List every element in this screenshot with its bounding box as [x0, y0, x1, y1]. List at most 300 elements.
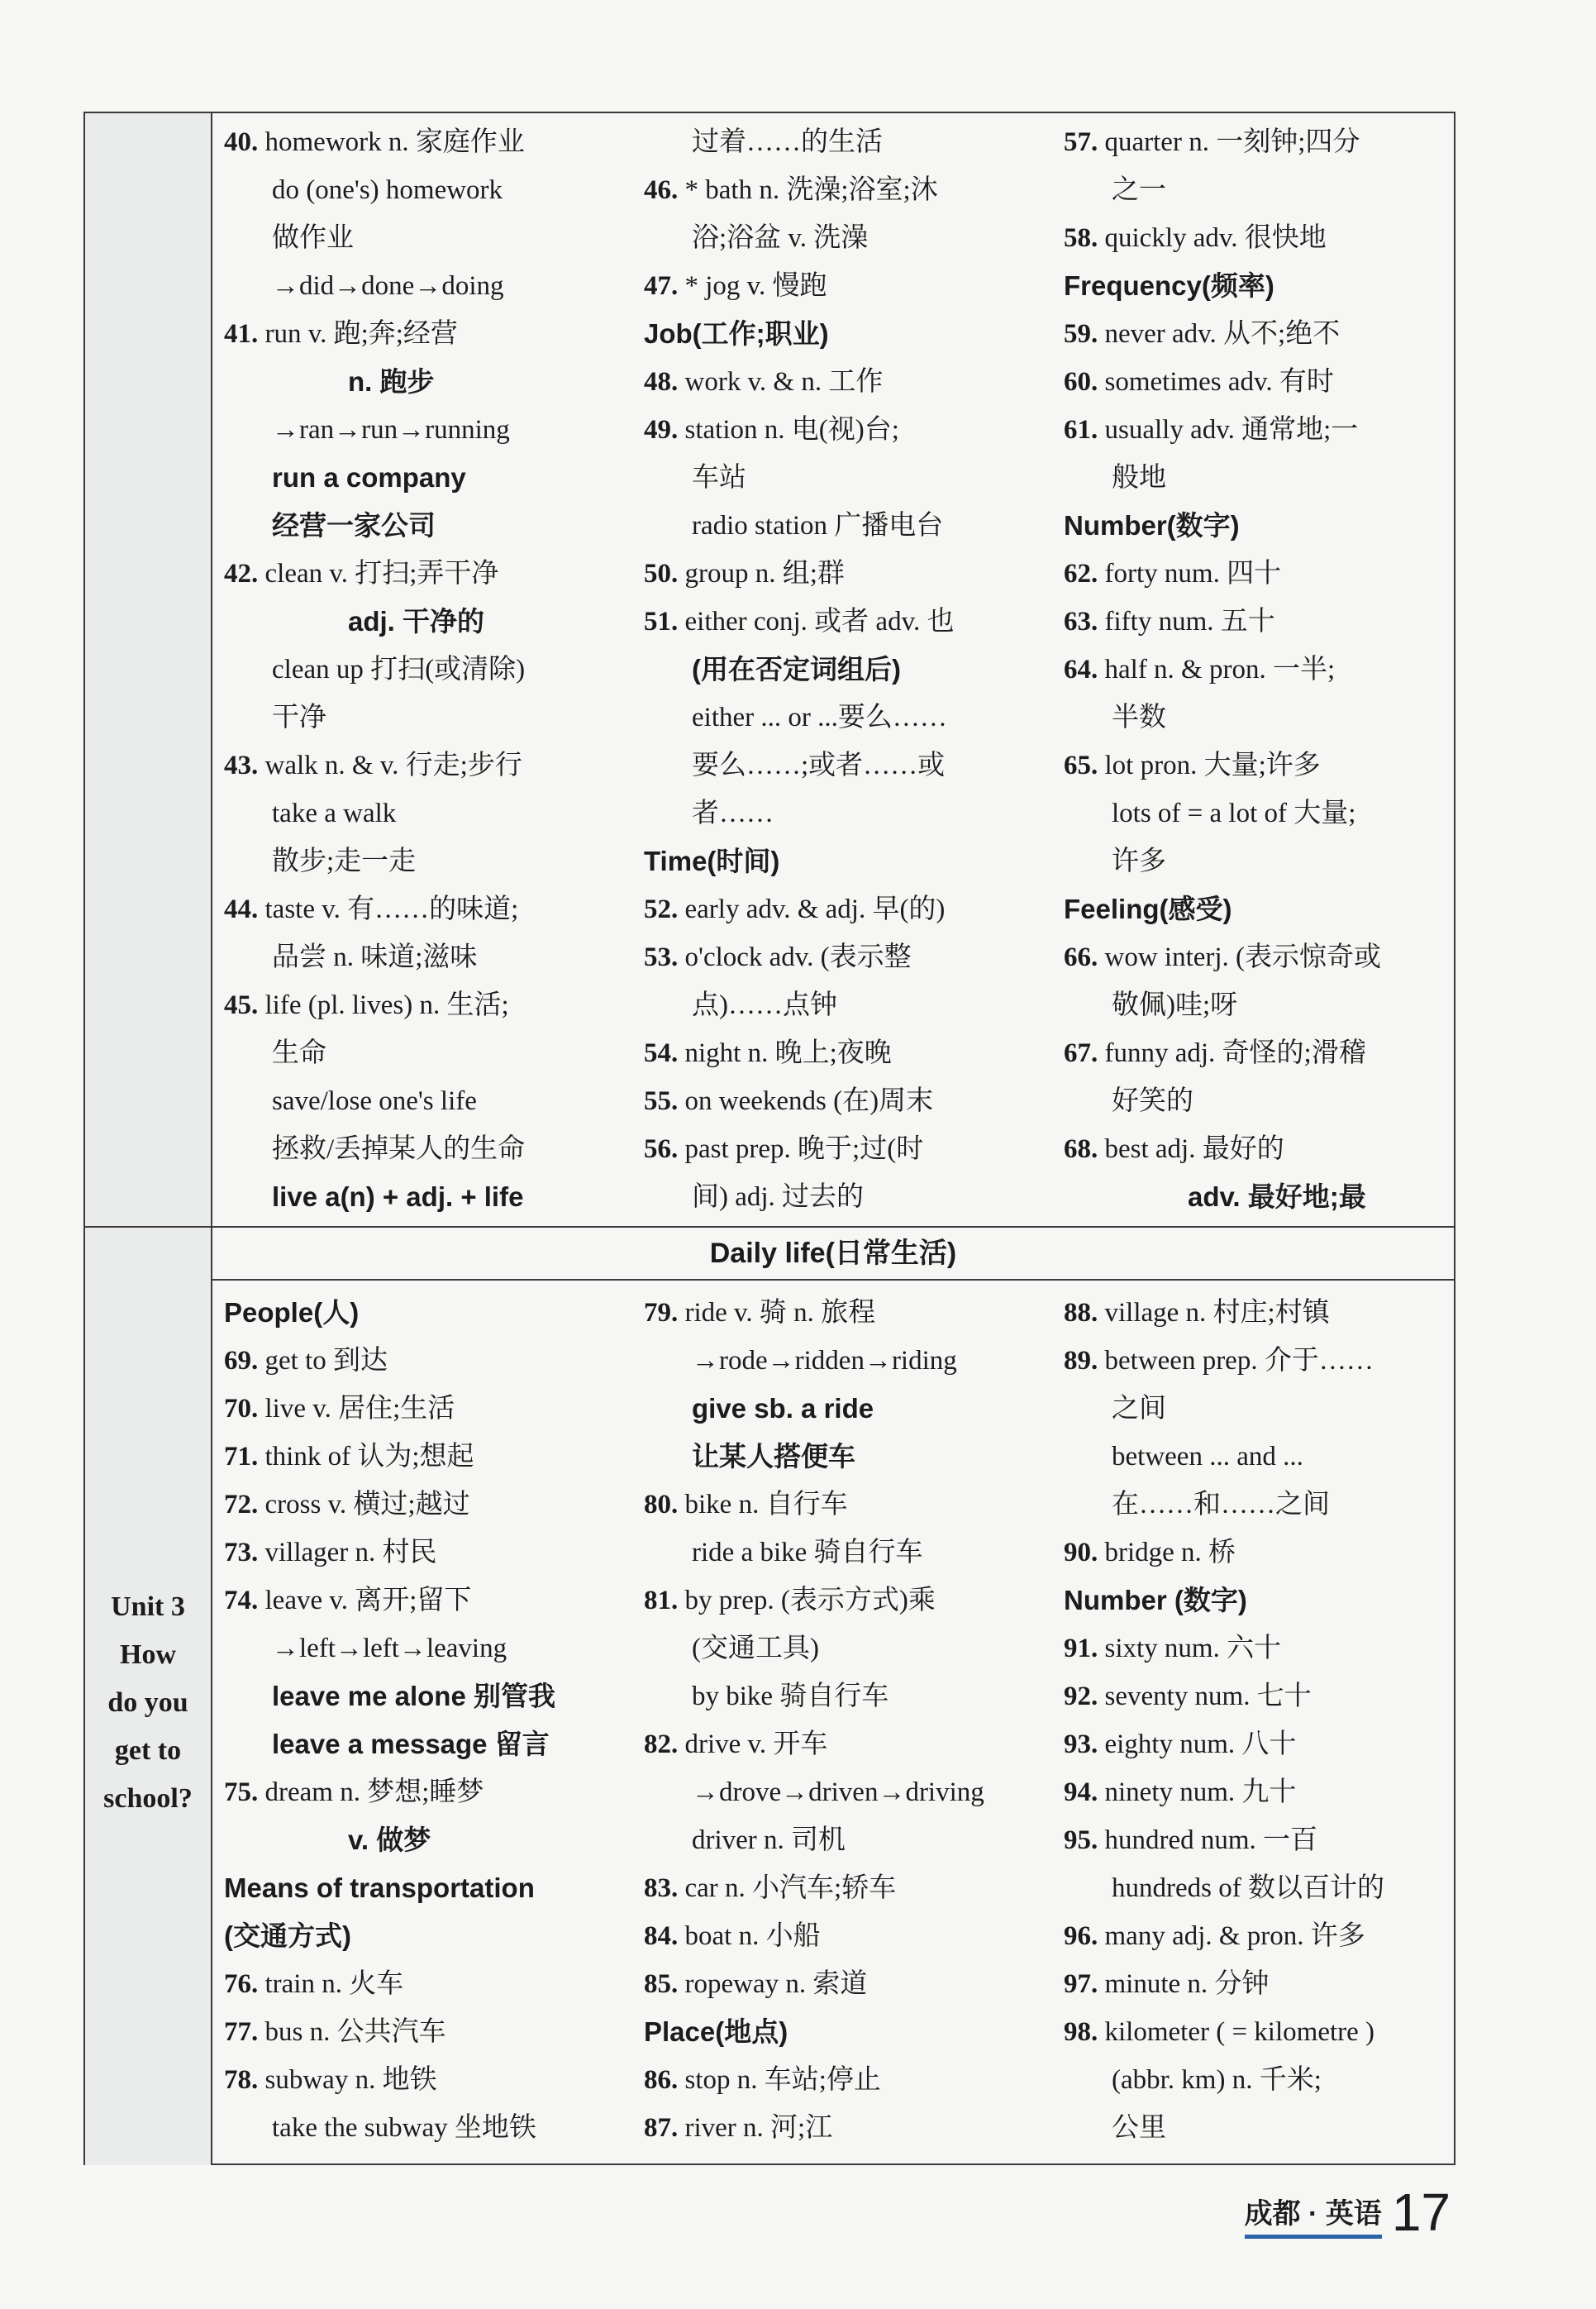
- entry-number: 92.: [1064, 1682, 1098, 1711]
- entry-text: Time(时间): [644, 846, 780, 876]
- entry-number: 52.: [644, 894, 679, 924]
- entry-number: 45.: [224, 990, 259, 1020]
- entry-text: take a walk: [272, 799, 397, 828]
- entry-text: driver n. 司机: [692, 1825, 846, 1855]
- entry-number: 48.: [644, 367, 679, 397]
- vocab-line: [1064, 1029, 1452, 1077]
- entry-text: funny adj. 奇怪的;滑稽: [1098, 1038, 1366, 1068]
- entry-text: run v. 跑;奔;经营: [258, 319, 458, 349]
- entry-text: dream n. 梦想;睡梦: [258, 1777, 484, 1807]
- vocab-line: [644, 406, 1057, 454]
- entry-text: between ... and ...: [1112, 1442, 1303, 1472]
- vocab-line: [224, 2056, 637, 2104]
- vocab-line: [1064, 885, 1452, 933]
- entry-text: take the subway 坐地铁: [272, 2113, 536, 2143]
- vocab-line: [224, 2008, 637, 2056]
- entry-text: lots of = a lot of 大量;: [1112, 799, 1356, 828]
- entry-number: 76.: [224, 1969, 259, 1999]
- entry-text: 点)……点钟: [692, 990, 837, 1020]
- entry-text: 许多: [1112, 847, 1166, 876]
- vocab-line: [224, 1529, 637, 1577]
- vocab-line: [1064, 742, 1452, 790]
- entry-number: 60.: [1064, 367, 1098, 397]
- entry-text: leave me alone 别管我: [272, 1681, 555, 1711]
- vocab-line: [1064, 837, 1452, 885]
- vocab-line: [224, 1029, 637, 1077]
- entry-text: Feeling(感受): [1064, 894, 1232, 924]
- vocab-line: [1064, 2056, 1452, 2104]
- entry-text: →drove→driven→driving: [692, 1777, 984, 1807]
- vocab-line: [1064, 550, 1452, 598]
- vocab-line: [1064, 118, 1452, 166]
- entry-number: 64.: [1064, 655, 1098, 685]
- entry-text: quarter n. 一刻钟;四分: [1098, 127, 1360, 157]
- entry-text: fifty num. 五十: [1098, 607, 1275, 637]
- entry-text: think of 认为;想起: [258, 1442, 474, 1472]
- vocab-line: [224, 1577, 637, 1624]
- entry-number: 89.: [1064, 1346, 1098, 1376]
- entry-number: 46.: [644, 175, 679, 205]
- entry-text: stop n. 车站;停止: [678, 2065, 881, 2095]
- entry-number: 88.: [1064, 1298, 1098, 1328]
- vocab-column-3: [1064, 118, 1452, 1221]
- vocab-line: [644, 981, 1057, 1029]
- entry-number: 71.: [224, 1442, 259, 1472]
- section-unit2: [85, 113, 1454, 1228]
- entry-text: n. 跑步: [348, 366, 435, 397]
- vocab-line: [224, 1433, 637, 1481]
- unit-cell: [85, 1228, 212, 2165]
- vocab-line: [1064, 214, 1452, 262]
- section-unit3: [85, 1228, 1454, 2165]
- entry-number: 95.: [1064, 1825, 1098, 1855]
- vocab-line: [224, 981, 637, 1029]
- vocab-line: [644, 2056, 1057, 2104]
- entry-number: 77.: [224, 2017, 259, 2047]
- vocab-line: [644, 2104, 1057, 2152]
- vocab-line: [1064, 1768, 1452, 1816]
- entry-number: 72.: [224, 1490, 259, 1519]
- vocab-line: [644, 1289, 1057, 1337]
- entry-text: hundred num. 一百: [1098, 1825, 1318, 1855]
- vocab-line: [644, 1433, 1057, 1481]
- entry-number: 58.: [1064, 223, 1098, 253]
- entry-text: 品尝 n. 味道;滋味: [272, 942, 478, 972]
- vocab-line: [644, 1125, 1057, 1173]
- vocab-line: [224, 646, 637, 694]
- vocab-line: [1064, 310, 1452, 358]
- entry-text: taste v. 有……的味道;: [258, 894, 519, 924]
- vocab-line: [1064, 502, 1452, 550]
- entry-number: 87.: [644, 2113, 679, 2143]
- entry-number: 42.: [224, 559, 259, 589]
- vocab-line: [1064, 1173, 1452, 1221]
- vocab-line: [644, 1077, 1057, 1125]
- vocab-line: [224, 1481, 637, 1529]
- vocab-line: [1064, 1960, 1452, 2008]
- entry-text: station n. 电(视)台;: [678, 415, 899, 445]
- vocab-line: [1064, 1816, 1452, 1864]
- entry-number: 43.: [224, 751, 259, 780]
- entry-text: adj. 干净的: [348, 606, 485, 637]
- vocab-line: [224, 214, 637, 262]
- vocab-line: [224, 358, 637, 406]
- entry-text: village n. 村庄;村镇: [1098, 1298, 1330, 1328]
- entry-text: Number(数字): [1064, 510, 1240, 541]
- entry-text: quickly adv. 很快地: [1098, 223, 1327, 253]
- vocab-line: [644, 1960, 1057, 2008]
- vocab-line: [644, 550, 1057, 598]
- section-header: Daily life(日常生活): [212, 1228, 1454, 1281]
- entry-text: run a company: [272, 462, 466, 493]
- entry-text: hundreds of 数以百计的: [1112, 1873, 1384, 1903]
- entry-number: 56.: [644, 1134, 679, 1164]
- entry-text: 过着……的生活: [692, 127, 883, 157]
- entry-number: 90.: [1064, 1538, 1098, 1567]
- entry-text: kilometer ( = kilometre ): [1098, 2017, 1375, 2047]
- entry-number: 44.: [224, 894, 259, 924]
- entry-text: many adj. & pron. 许多: [1098, 1921, 1365, 1951]
- vocab-line: [224, 1624, 637, 1672]
- entry-text: 般地: [1112, 463, 1166, 493]
- vocab-line: [644, 214, 1057, 262]
- vocab-line: [644, 742, 1057, 790]
- vocab-line: [1064, 1912, 1452, 1960]
- entry-text: radio station 广播电台: [692, 511, 944, 541]
- entry-number: 69.: [224, 1346, 259, 1376]
- vocab-line: [1064, 2008, 1452, 2056]
- entry-text: subway n. 地铁: [258, 2065, 437, 2095]
- entry-text: either ... or ...要么……: [692, 703, 947, 732]
- entry-text: Number (数字): [1064, 1585, 1247, 1615]
- vocab-line: [1064, 1672, 1452, 1720]
- vocab-line: [644, 1672, 1057, 1720]
- page-footer: [1244, 2183, 1451, 2242]
- entry-text: adv. 最好地;最: [1188, 1181, 1366, 1212]
- entry-number: 68.: [1064, 1134, 1098, 1164]
- vocab-line: [224, 1960, 637, 2008]
- vocab-line: [224, 885, 637, 933]
- vocab-line: [644, 1029, 1057, 1077]
- entry-text: 经营一家公司: [272, 510, 436, 541]
- entry-text: 做作业: [272, 223, 354, 253]
- entry-text: 之间: [1112, 1394, 1166, 1424]
- vocab-line: [1064, 2104, 1452, 2152]
- vocab-line: [1064, 262, 1452, 310]
- vocab-line: [224, 1077, 637, 1125]
- entry-text: 公里: [1112, 2113, 1166, 2143]
- entry-text: live a(n) + adj. + life: [272, 1181, 524, 1212]
- page-number: 17: [1391, 2183, 1451, 2242]
- vocab-line: [644, 598, 1057, 646]
- vocab-line: [224, 550, 637, 598]
- vocab-line: [1064, 1577, 1452, 1624]
- entry-text: river n. 河;江: [678, 2113, 833, 2143]
- vocab-line: [644, 1529, 1057, 1577]
- vocab-column-2: [644, 1289, 1057, 2152]
- entry-text: ride a bike 骑自行车: [692, 1538, 923, 1567]
- entry-number: 47.: [644, 271, 679, 301]
- entry-text: * bath n. 洗澡;浴室;沐: [678, 175, 938, 205]
- entry-text: walk n. & v. 行走;步行: [258, 751, 522, 780]
- entry-number: 80.: [644, 1490, 679, 1519]
- entry-number: 75.: [224, 1777, 259, 1807]
- entry-number: 67.: [1064, 1038, 1098, 1068]
- entry-text: Place(地点): [644, 2016, 788, 2047]
- entry-text: bike n. 自行车: [678, 1490, 848, 1519]
- entry-number: 54.: [644, 1038, 679, 1068]
- entry-text: usually adv. 通常地;一: [1098, 415, 1359, 445]
- entry-text: clean up 打扫(或清除): [272, 655, 526, 685]
- vocab-line: [644, 885, 1057, 933]
- vocab-line: [1064, 1433, 1452, 1481]
- vocab-column-2: [644, 118, 1057, 1221]
- vocab-line: [644, 1816, 1057, 1864]
- unit-title-line: get to: [114, 1735, 182, 1766]
- vocab-line: [1064, 790, 1452, 837]
- entry-text: clean v. 打扫;弄干净: [258, 559, 499, 589]
- entry-text: either conj. 或者 adv. 也: [678, 607, 955, 637]
- vocabulary-table: [83, 112, 1455, 2165]
- vocab-line: [1064, 1337, 1452, 1385]
- entry-number: 53.: [644, 942, 679, 972]
- vocab-line: [644, 118, 1057, 166]
- entry-text: 要么……;或者……或: [692, 751, 946, 780]
- entry-number: 40.: [224, 127, 259, 157]
- entry-text: life (pl. lives) n. 生活;: [258, 990, 509, 1020]
- vocab-line: [644, 2008, 1057, 2056]
- vocab-line: [644, 1337, 1057, 1385]
- entry-text: between prep. 介于……: [1098, 1346, 1374, 1376]
- vocab-line: [644, 1385, 1057, 1433]
- vocab-line: [224, 694, 637, 742]
- entry-text: People(人): [224, 1297, 360, 1328]
- vocab-line: [1064, 1720, 1452, 1768]
- entry-number: 86.: [644, 2065, 679, 2095]
- vocab-column-1: [224, 118, 637, 1221]
- vocab-line: [1064, 694, 1452, 742]
- vocab-line: [1064, 933, 1452, 981]
- vocab-line: [224, 790, 637, 837]
- vocab-line: [644, 1768, 1057, 1816]
- entry-number: 85.: [644, 1969, 679, 1999]
- entry-text: 敬佩)哇;呀: [1112, 990, 1238, 1020]
- entry-text: wow interj. (表示惊奇或: [1098, 942, 1382, 972]
- vocab-line: [1064, 454, 1452, 502]
- vocab-line: [644, 837, 1057, 885]
- entry-text: 干净: [272, 703, 326, 732]
- vocab-line: [1064, 646, 1452, 694]
- unit-title: [85, 1583, 211, 1823]
- vocab-line: [1064, 981, 1452, 1029]
- entry-text: by bike 骑自行车: [692, 1682, 889, 1711]
- entry-text: (用在否定词组后): [692, 654, 901, 685]
- entry-text: train n. 火车: [258, 1969, 404, 1999]
- vocab-line: [224, 262, 637, 310]
- entry-text: 间) adj. 过去的: [692, 1182, 865, 1212]
- entry-text: half n. & pron. 一半;: [1098, 655, 1336, 685]
- vocab-column-3: [1064, 1289, 1452, 2152]
- unit-title-line: do you: [107, 1687, 188, 1718]
- entry-text: (交通工具): [692, 1634, 819, 1663]
- entry-number: 59.: [1064, 319, 1098, 349]
- entry-text: never adv. 从不;绝不: [1098, 319, 1341, 349]
- entry-text: give sb. a ride: [692, 1393, 874, 1424]
- vocab-line: [1064, 406, 1452, 454]
- entry-text: night n. 晚上;夜晚: [678, 1038, 892, 1068]
- vocab-line: [224, 2104, 637, 2152]
- entry-number: 61.: [1064, 415, 1098, 445]
- entry-text: bridge n. 桥: [1098, 1538, 1236, 1567]
- entry-number: 94.: [1064, 1777, 1098, 1807]
- vocab-line: [224, 1337, 637, 1385]
- entry-text: 让某人搭便车: [692, 1441, 855, 1472]
- vocab-line: [644, 694, 1057, 742]
- entry-text: sometimes adv. 有时: [1098, 367, 1334, 397]
- entry-text: (abbr. km) n. 千米;: [1112, 2065, 1322, 2095]
- entry-text: Means of transportation: [224, 1872, 535, 1903]
- entry-text: on weekends (在)周末: [678, 1086, 934, 1116]
- vocab-line: [1064, 1385, 1452, 1433]
- entry-text: 半数: [1112, 703, 1166, 732]
- entry-text: Frequency(频率): [1064, 270, 1274, 301]
- entry-number: 50.: [644, 559, 679, 589]
- entry-number: 65.: [1064, 751, 1098, 780]
- entry-text: eighty num. 八十: [1098, 1729, 1297, 1759]
- vocab-line: [644, 646, 1057, 694]
- entry-text: by prep. (表示方式)乘: [678, 1586, 936, 1615]
- vocab-line: [224, 1125, 637, 1173]
- unit-title-line: How: [120, 1639, 176, 1670]
- entry-text: minute n. 分钟: [1098, 1969, 1270, 1999]
- entry-text: ninety num. 九十: [1098, 1777, 1297, 1807]
- vocab-line: [644, 454, 1057, 502]
- entry-text: best adj. 最好的: [1098, 1134, 1284, 1164]
- entry-number: 73.: [224, 1538, 259, 1567]
- unit-title-line: Unit 3: [111, 1591, 185, 1622]
- vocab-line: [1064, 1481, 1452, 1529]
- vocab-line: [224, 933, 637, 981]
- entry-number: 82.: [644, 1729, 679, 1759]
- vocab-line: [644, 1624, 1057, 1672]
- entry-text: →rode→ridden→riding: [692, 1346, 957, 1376]
- entry-text: sixty num. 六十: [1098, 1634, 1282, 1663]
- entry-number: 83.: [644, 1873, 679, 1903]
- vocab-line: [1064, 358, 1452, 406]
- book-title: 成都 · 英语: [1245, 2191, 1382, 2239]
- vocab-line: [644, 262, 1057, 310]
- vocab-line: [224, 1816, 637, 1864]
- vocab-line: [224, 1912, 637, 1960]
- vocab-line: [644, 1577, 1057, 1624]
- vocab-line: [644, 1173, 1057, 1221]
- entry-text: villager n. 村民: [258, 1538, 437, 1567]
- entry-number: 84.: [644, 1921, 679, 1951]
- entry-number: 63.: [1064, 607, 1098, 637]
- vocab-line: [224, 598, 637, 646]
- entry-text: 好笑的: [1112, 1086, 1193, 1116]
- vocab-line: [644, 502, 1057, 550]
- entry-number: 97.: [1064, 1969, 1098, 1999]
- entry-text: drive v. 开车: [678, 1729, 828, 1759]
- entry-text: homework n. 家庭作业: [258, 127, 525, 157]
- entry-text: 拯救/丢掉某人的生命: [272, 1134, 526, 1164]
- vocab-line: [1064, 1864, 1452, 1912]
- entry-text: leave a message 留言: [272, 1729, 550, 1759]
- vocab-line: [224, 406, 637, 454]
- entry-text: ropeway n. 索道: [678, 1969, 868, 1999]
- entry-number: 74.: [224, 1586, 259, 1615]
- entry-text: 者……: [692, 799, 774, 828]
- vocab-line: [224, 454, 637, 502]
- vocab-line: [224, 837, 637, 885]
- vocab-line: [644, 1720, 1057, 1768]
- entry-number: 79.: [644, 1298, 679, 1328]
- entry-text: forty num. 四十: [1098, 559, 1282, 589]
- vocab-line: [1064, 1125, 1452, 1173]
- vocab-column-1: [224, 1289, 637, 2152]
- vocab-line: [644, 358, 1057, 406]
- entry-text: * jog v. 慢跑: [678, 271, 827, 301]
- entry-text: →left→left→leaving: [272, 1634, 507, 1663]
- vocab-line: [1064, 166, 1452, 214]
- entry-number: 70.: [224, 1394, 259, 1424]
- vocab-line: [224, 1720, 637, 1768]
- entry-text: →ran→run→running: [272, 415, 510, 445]
- entry-number: 91.: [1064, 1634, 1098, 1663]
- entry-number: 98.: [1064, 2017, 1098, 2047]
- entry-text: o'clock adv. (表示整: [678, 942, 912, 972]
- vocab-line: [224, 1672, 637, 1720]
- vocab-line: [1064, 1624, 1452, 1672]
- entry-text: live v. 居住;生活: [258, 1394, 455, 1424]
- entry-text: do (one's) homework: [272, 175, 503, 205]
- vocab-line: [1064, 1529, 1452, 1577]
- entry-text: 散步;走一走: [272, 847, 417, 876]
- entry-number: 49.: [644, 415, 679, 445]
- entry-text: past prep. 晚于;过(时: [678, 1134, 924, 1164]
- entry-text: get to 到达: [258, 1346, 388, 1376]
- entry-text: (交通方式): [224, 1920, 351, 1951]
- entry-number: 51.: [644, 607, 679, 637]
- entry-text: 浴;浴盆 v. 洗澡: [692, 223, 869, 253]
- vocab-line: [644, 1864, 1057, 1912]
- vocab-line: [1064, 1289, 1452, 1337]
- vocab-line: [224, 1864, 637, 1912]
- entry-number: 93.: [1064, 1729, 1098, 1759]
- vocab-line: [224, 1768, 637, 1816]
- vocab-line: [644, 790, 1057, 837]
- vocab-line: [224, 1173, 637, 1221]
- entry-text: group n. 组;群: [678, 559, 845, 589]
- vocab-line: [224, 118, 637, 166]
- entry-text: v. 做梦: [348, 1825, 431, 1855]
- entry-number: 41.: [224, 319, 259, 349]
- entry-number: 57.: [1064, 127, 1098, 157]
- entry-text: work v. & n. 工作: [678, 367, 884, 397]
- entry-text: cross v. 横过;越过: [258, 1490, 470, 1519]
- entry-number: 62.: [1064, 559, 1098, 589]
- entry-number: 81.: [644, 1586, 679, 1615]
- vocab-line: [644, 310, 1057, 358]
- entry-text: lot pron. 大量;许多: [1098, 751, 1321, 780]
- entry-text: bus n. 公共汽车: [258, 2017, 446, 2047]
- entry-text: 在……和……之间: [1112, 1490, 1330, 1519]
- entry-text: →did→done→doing: [272, 271, 504, 301]
- vocab-line: [224, 1289, 637, 1337]
- vocab-line: [1064, 598, 1452, 646]
- entry-text: save/lose one's life: [272, 1086, 477, 1116]
